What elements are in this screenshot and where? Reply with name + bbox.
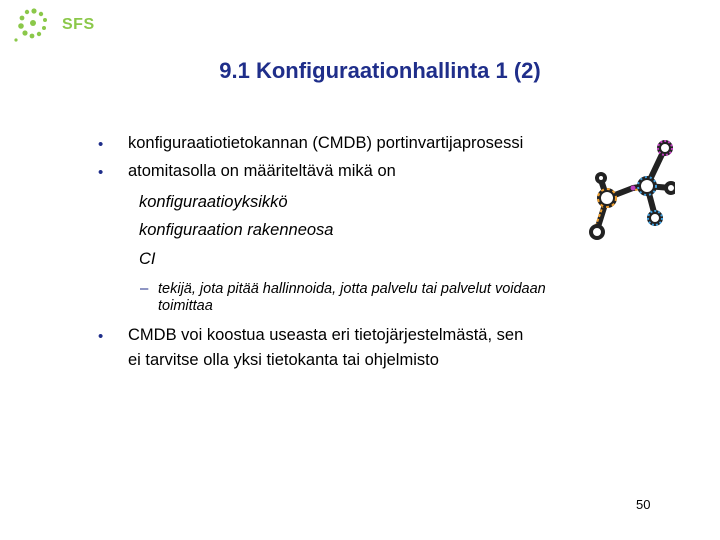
bullet-marker: •: [98, 164, 104, 181]
bullet-marker: •: [98, 136, 104, 153]
bullet-text: konfiguraatiotietokannan (CMDB) portinvartijaprosessi: [128, 134, 524, 152]
slide-title: 9.1 Konfiguraationhallinta 1 (2): [219, 58, 541, 83]
molecule-icon: [575, 138, 675, 248]
dash-text-line1: tekijä, jota pitää hallinnoida, jotta palvelu tai palvelut voidaan: [158, 281, 546, 297]
bullet-marker: •: [98, 328, 104, 345]
bullet-text-line2: ei tarvitse olla yksi tietokanta tai ohjelmisto: [128, 351, 439, 369]
dash-marker: –: [140, 280, 149, 297]
subterm: konfiguraation rakenneosa: [139, 221, 334, 239]
subterm: konfiguraatioyksikkö: [139, 193, 288, 211]
bullet-text: atomitasolla on määriteltävä mikä on: [128, 162, 396, 180]
bullet-text-line1: CMDB voi koostua useasta eri tietojärjestelmästä, sen: [128, 326, 524, 344]
logo-text: SFS: [62, 16, 95, 33]
dash-text-line2: toimittaa: [158, 298, 213, 314]
subterm: CI: [139, 250, 156, 268]
page-number: 50: [636, 497, 651, 512]
